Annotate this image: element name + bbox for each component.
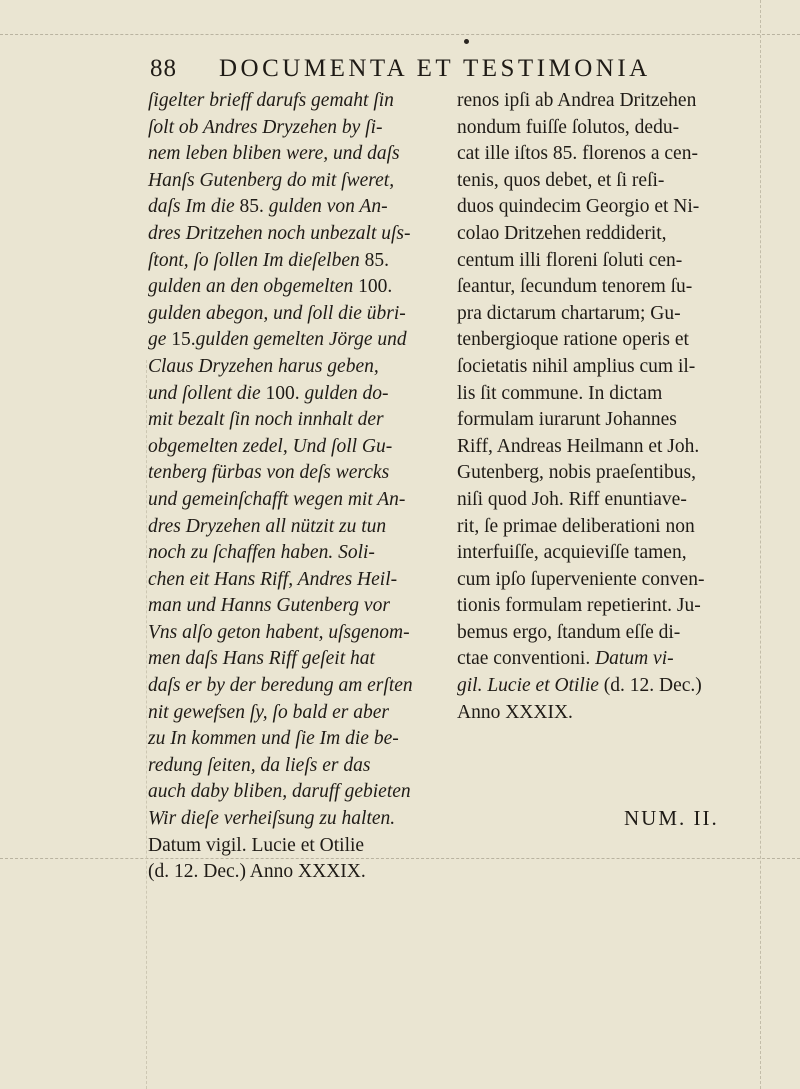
italic-text-segment: Hanſs Gutenberg do mit ſweret, [148,169,395,191]
italic-text-segment: daſs er by der beredung am erſten [148,675,413,697]
roman-text-segment: Datum vigil. Lucie et Otilie [148,834,365,856]
italic-text-segment: Wir dieſe verheiſsung zu halten. [148,808,396,830]
running-head: DOCUMENTA ET TESTIMONIA [219,55,651,82]
text-line [148,88,436,115]
text-line [457,567,757,594]
roman-text-segment: 100. [265,382,305,404]
text-line [457,460,757,487]
text-line [148,806,436,833]
roman-text-segment: (d. 12. Dec.) [598,675,702,697]
roman-text-segment: ſocietatis nihil amplius cum il- [457,355,696,377]
text-line [457,88,757,115]
text-line [148,407,436,434]
text-line [148,168,436,195]
roman-text-segment: ctae conventioni. [457,648,596,670]
text-line [457,274,757,301]
italic-text-segment: dres Dryzehen all nützit zu tun [148,515,387,537]
roman-text-segment: Anno XXXIX. [457,701,573,723]
text-line [148,593,436,620]
roman-text-segment: ſeantur, ſecundum tenorem ſu- [457,276,693,298]
printer-dot-mark [464,39,469,44]
roman-text-segment: (d. 12. Dec.) Anno XXXIX. [148,861,366,883]
roman-text-segment: 85. [364,249,389,271]
text-line [148,301,436,328]
text-line [457,141,757,168]
italic-text-segment: Claus Dryzehen harus geben, [148,355,379,377]
italic-text-segment: man und Hanns Gutenberg vor [148,595,390,617]
text-line [457,540,757,567]
italic-text-segment: gulden abegon, und ſoll die übri- [148,302,406,324]
italic-text-segment: gulden gemelten Jörge und [195,329,407,351]
text-line [457,327,757,354]
text-line [457,248,757,275]
italic-text-segment: ſolt ob Andres Dryzehen by ſi- [148,116,383,138]
roman-text-segment: rit, ſe primae deliberationi non [457,515,695,537]
right-column-latin-text [457,88,757,726]
text-line [457,434,757,461]
text-line [148,620,436,647]
text-line [457,194,757,221]
italic-text-segment: nit gewefsen ſy, ſo bald er aber [148,701,390,723]
roman-text-segment: duos quindecim Georgio et Ni- [457,196,700,218]
text-line [148,327,436,354]
italic-text-segment: men daſs Hans Riff geſeit hat [148,648,375,670]
italic-text-segment: obgemelten zedel, Und ſoll Gu- [148,435,393,457]
text-line [457,620,757,647]
text-line [457,700,757,727]
roman-text-segment: interfuiſſe, acquieviſſe tamen, [457,542,687,564]
left-dashed-rule [146,360,147,1089]
italic-text-segment: chen eit Hans Riff, Andres Heil- [148,568,398,590]
roman-text-segment: niſi quod Joh. Riff enuntiave- [457,488,687,510]
italic-text-segment: nem leben bliben were, und daſs [148,143,400,165]
roman-text-segment: tenbergioque ratione operis et [457,329,689,351]
italic-text-segment: auch daby bliben, daruff gebieten [148,781,411,803]
roman-text-segment: Gutenberg, nobis praeſentibus, [457,462,697,484]
roman-text-segment: tenis, quos debet, et ſi reſi- [457,169,665,191]
italic-text-segment: ſigelter brieff darufs gemaht ſin [148,90,394,111]
roman-text-segment: nondum fuiſſe ſolutos, dedu- [457,116,680,138]
roman-text-segment: lis ſit commune. In dictam [457,382,663,404]
italic-text-segment: Datum vi- [595,648,674,670]
text-line [457,221,757,248]
page-header [150,52,760,86]
text-line [457,381,757,408]
text-line [148,141,436,168]
text-line [148,194,436,221]
text-line [148,487,436,514]
text-line [148,753,436,780]
text-line [148,646,436,673]
italic-text-segment: dres Dritzehen noch unbezalt uſs- [148,222,411,244]
italic-text-segment: gulden an den obgemelten [148,276,359,298]
text-line [148,460,436,487]
roman-text-segment: cat ille iſtos 85. florenos a cen- [457,143,698,165]
text-line [457,487,757,514]
roman-text-segment: bemus ergo, ſtandum eſſe di- [457,621,681,643]
text-line [457,115,757,142]
italic-text-segment: daſs Im die [148,196,240,218]
text-line [148,514,436,541]
text-line [148,248,436,275]
italic-text-segment: und ſollent die [148,382,266,404]
text-line [457,168,757,195]
roman-text-segment: formulam iurarunt Johannes [457,409,677,431]
text-line [148,274,436,301]
text-line [148,567,436,594]
text-line [148,115,436,142]
text-line [148,381,436,408]
italic-text-segment: gulden von An- [268,196,388,218]
roman-text-segment: cum ipſo ſuperveniente conven- [457,568,705,590]
italic-text-segment: mit bezalt ſin noch innhalt der [148,409,384,431]
right-dashed-rule [760,0,761,1089]
italic-text-segment: gulden do- [304,382,389,404]
italic-text-segment: und gemeinſchafft wegen mit An- [148,488,406,510]
left-column-german-text [148,88,436,886]
page-number: 88 [150,55,177,82]
catchword: NUM. II. [624,806,719,830]
text-line [148,859,436,886]
text-line [457,593,757,620]
roman-text-segment: Riff, Andreas Heilmann et Joh. [457,435,700,457]
roman-text-segment: pra dictarum chartarum; Gu- [457,302,681,324]
text-line [148,221,436,248]
text-line [148,434,436,461]
roman-text-segment: 85. [239,196,269,218]
roman-text-segment: renos ipſi ab Andrea Dritzehen [457,90,697,111]
italic-text-segment: ſtont, ſo ſollen Im dieſelben [148,249,365,271]
roman-text-segment: centum illi floreni ſoluti cen- [457,249,683,271]
text-line [457,354,757,381]
text-line [457,646,757,673]
roman-text-segment: 15. [171,329,196,351]
text-line [457,407,757,434]
text-line [148,700,436,727]
roman-text-segment: 100. [358,276,393,298]
text-line [457,673,757,700]
top-dashed-rule [0,34,800,35]
italic-text-segment: redung ſeiten, da lieſs er das [148,754,371,776]
text-line [148,726,436,753]
italic-text-segment: Vns alſo geton habent, uſsgenom- [148,621,410,643]
text-line [148,779,436,806]
italic-text-segment: zu In kommen und ſie Im die be- [148,728,399,750]
text-line [148,354,436,381]
text-line [148,833,436,860]
roman-text-segment: tionis formulam repetierint. Ju- [457,595,701,617]
roman-text-segment: colao Dritzehen reddiderit, [457,222,667,244]
text-line [148,540,436,567]
italic-text-segment: gil. Lucie et Otilie [457,675,599,697]
italic-text-segment: noch zu ſchaffen haben. Soli- [148,542,375,564]
text-line [148,673,436,700]
text-line [457,514,757,541]
italic-text-segment: tenberg fürbas von deſs wercks [148,462,390,484]
text-line [457,301,757,328]
italic-text-segment: ge [148,329,172,351]
